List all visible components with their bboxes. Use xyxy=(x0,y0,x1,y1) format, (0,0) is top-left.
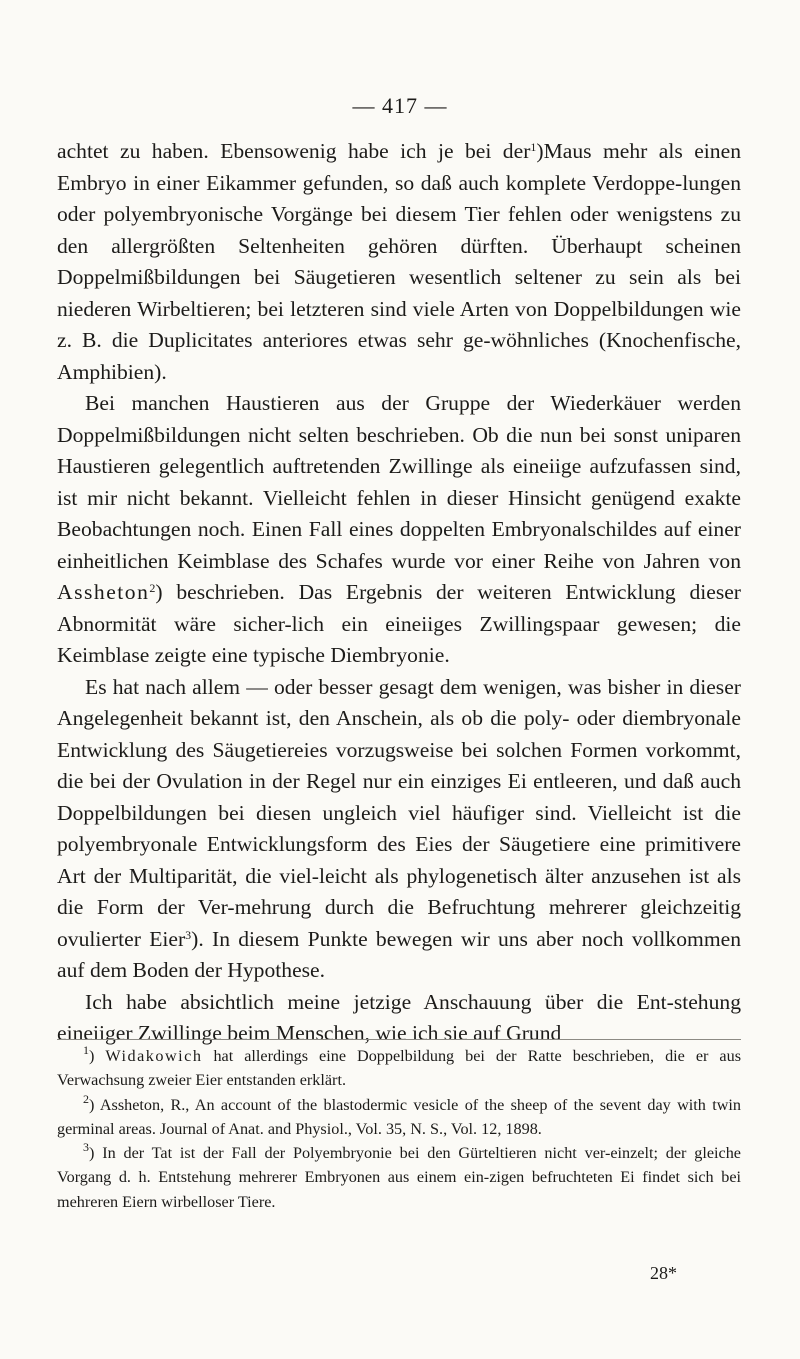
footnote-1-text: hat allerdings eine Doppelbildung bei der Ratte beschrieben, die er aus Verwachsung zweier Eier entstanden erklärt. xyxy=(57,1047,741,1090)
paragraph-4: Ich habe absichtlich meine jetzige Anschauung über die Ent-stehung eineiiger Zwillinge beim Menschen, wie ich sie auf Grund xyxy=(57,989,741,1045)
footnote-ref-3: 3 xyxy=(185,927,192,942)
footnote-2: $^2$) Assheton, R., An account of the blastodermic vesicle of the sheep of the sevent day with twin germinal areas. Journal of Anat. and Physiol., Vol. 35, N. S., Vol. 12, 1898. xyxy=(57,1091,741,1138)
author-assheton: Assheton xyxy=(57,580,150,604)
footnote-1: $^1$) Widakowich hat allerdings eine Doppelbildung bei der Ratte beschrieben, die er aus Verwachsung zweier Eier entstanden erklärt. xyxy=(57,1043,741,1090)
footnote-3: $^3$) In der Tat ist der Fall der Polyembryonie bei den Gürteltieren nicht ver-einzelt; der gleiche Vorgang d. h. Entstehung mehrerer Embryonen aus einem ein-zigen befruchteten Ei findet sich bei mehreren Eiern wirbelloser Tiere. xyxy=(57,1140,741,1211)
footnote-2-text: Assheton, R., An account of the blastodermic vesicle of the sheep of the sevent day with twin germinal areas. Journal of Anat. and Physiol., Vol. 35, N. S., Vol. 12, 1898. xyxy=(57,1095,741,1138)
paragraph-2 xyxy=(57,388,741,672)
footnotes xyxy=(57,1044,741,1214)
footnote-mark-1: 1 xyxy=(83,1043,89,1057)
p3-text-a: Es hat nach allem — oder besser gesagt dem wenigen, was bisher in dieser Angelegenheit bekannt ist, den Anschein, als ob die poly- oder diembryonale Entwicklung des Säugetiereies vorzugsweise bei solchen Formen vorkommt, die bei der Ovulation in der Regel nur ein einziges Ei entleeren, und daß auch Doppelbildungen bei diesen ungleich viel häufiger sind. Vielleicht ist die polyembryonale Entwicklungsform des Eies der Säugetiere eine primitivere Art der Multiparität, die viel-leicht als phylogenetisch älter anzusehen ist als die Form der Ver-mehrung durch die Befruchtung mehrerer gleichzeitig ovulierter Eier xyxy=(57,674,741,951)
page-number: — 417 — xyxy=(352,93,448,118)
footnote-ref-1: 1 xyxy=(530,140,537,154)
main-text xyxy=(57,136,741,1050)
signature-mark: 28* xyxy=(650,1263,677,1283)
paragraph-1 xyxy=(57,136,741,388)
footnote-ref-2: 2 xyxy=(149,581,156,595)
p2-text-a: Bei manchen Haustieren aus der Gruppe der Wiederkäuer werden Doppelmißbildungen nicht selten beschrieben. Ob die nun bei sonst uniparen Haustieren gelegentlich auftretenden Zwillinge als eineiige aufzufassen sind, ist mir nicht bekannt. Vielleicht fehlen in dieser Hinsicht genügend exakte Beobachtungen noch. Einen Fall eines doppelten Embryonalschildes auf einer einheitlichen Keimblase des Schafes wurde vor einer Reihe von Jahren von xyxy=(57,391,741,573)
paragraph-3 xyxy=(57,672,741,987)
p3-text-b: ). In diesem Punkte bewegen wir uns aber noch vollkommen auf dem Boden der Hypothese. xyxy=(57,926,742,982)
footnote-mark-2: 2 xyxy=(83,1091,89,1106)
footnote-3-text: In der Tat ist der Fall der Polyembryonie bei den Gürteltieren nicht ver-einzelt; der gleiche Vorgang d. h. Entstehung mehrerer Embryonen aus einem ein-zigen befruchteten Ei findet sich bei mehreren Eiern wirbelloser Tiere. xyxy=(57,1144,741,1211)
footnote-mark-3: 3 xyxy=(83,1140,89,1155)
p1-text-b: )Maus mehr als einen Embryo in einer Eikammer gefunden, so daß auch komplete Verdoppe-lungen oder polyembryonische Vorgänge bei diesem Tier fehlen oder wenigstens zu den allergrößten Seltenheiten gehören dürften. Überhaupt scheinen Doppelmißbildungen bei Säugetieren wesentlich seltener zu sein als bei niederen Wirbeltieren; bei letzteren sind viele Arten von Doppelbildungen wie z. B. die Duplicitates anteriores etwas sehr ge-wöhnliches (Knochenfische, Amphibien). xyxy=(57,139,741,384)
p2-text-b: ) beschrieben. Das Ergebnis der weiteren Entwicklung dieser Abnormität wäre sicher-lich ein eineiiges Zwillingspaar gewesen; die Keimblase zeigte eine typische Diembryonie. xyxy=(57,580,741,667)
footnote-divider xyxy=(57,1039,741,1040)
p1-text-a: achtet zu haben. Ebensowenig habe ich je bei der xyxy=(57,139,531,163)
author-widakowich: Widakowich xyxy=(105,1047,203,1065)
